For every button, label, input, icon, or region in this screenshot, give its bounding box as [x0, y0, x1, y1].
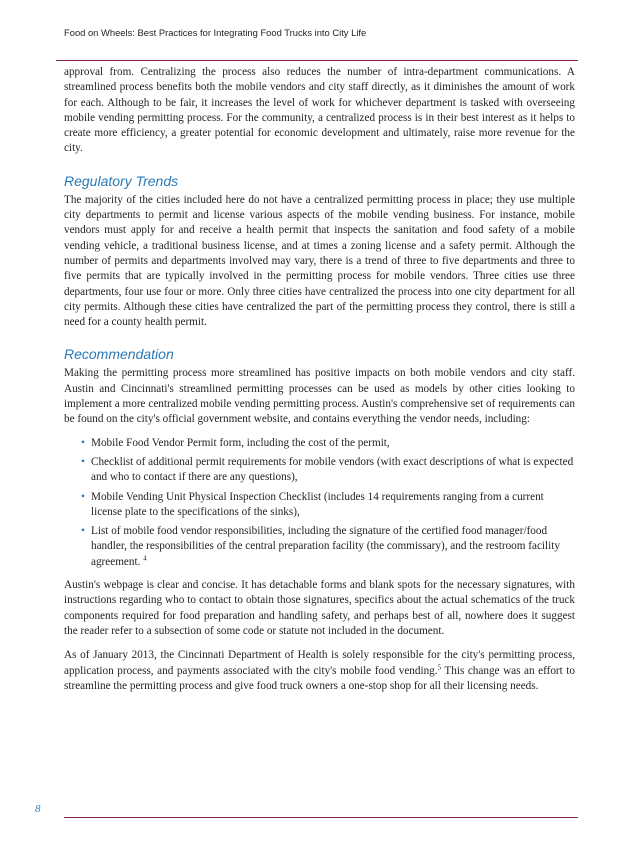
list-item-text: Checklist of additional permit requirements for mobile vendors (with exact descriptions of what is expected and who to contact if there are any questions), [91, 455, 574, 484]
list-item [81, 524, 575, 570]
bullet-icon: • [81, 455, 85, 468]
list-item [81, 490, 575, 521]
list-item-text: Mobile Vending Unit Physical Inspection Checklist (includes 14 requirements ranging from a current license plate to the specifications of the sinks), [91, 490, 544, 518]
requirements-list [64, 436, 575, 570]
regulatory-trends-paragraph: The majority of the cities included here do not have a centralized permitting process in place; they use multiple city departments to permit and license various aspects of the mobile vending business. For instance, mobile vendors must apply for and receive a health permit that inspects the sanitation and food safety of a mobile vending vehicle, a traditional business license, and at times a zoning license and a safety permit. Although the number of permits and departments involved may vary, there is a trend of three to five departments and three to five permits that are typically involved in the permitting process for mobile vendors. Three cities use three departments, four use four or more. Only three cities have centralized the process into one city department for all city permits. Although these cities have centralized the part of the permitting process they control, there is still a need for a county health permit. [64, 193, 575, 329]
heading-regulatory-trends: Regulatory Trends [64, 172, 179, 189]
footnote-marker-5: 5 [437, 662, 442, 671]
footnote-marker-4: 4 [143, 553, 147, 562]
austin-paragraph: Austin's webpage is clear and concise. It has detachable forms and blank spots for the necessary signatures, with instructions regarding who to contact to obtain those signatures, specifics about the actual schematics of the truck components required for food preparation and handling safety, and perhaps best of all, nowhere does it suggest the reader refer to a subsection of some code or statute not included in the document. [64, 579, 575, 637]
page-number: 8 [35, 803, 41, 815]
cincinnati-paragraph [64, 648, 575, 694]
cincinnati-text-b: This change was an effort to streamline the permitting process and give food truck owners a one-stop shop for all their licensing needs. [64, 664, 575, 692]
list-item-text: Mobile Food Vendor Permit form, including the cost of the permit, [91, 436, 390, 449]
heading-recommendation: Recommendation [64, 346, 174, 363]
header-rule [56, 60, 578, 61]
footer-rule [64, 817, 578, 818]
document-body [64, 65, 575, 694]
running-header: Food on Wheels: Best Practices for Integrating Food Trucks into City Life [64, 27, 367, 38]
recommendation-paragraph: Making the permitting process more streamlined has positive impacts on both mobile vendors and city staff. Austin and Cincinnati's streamlined permitting processes can be used as models by other cities looking to implement a more centralized mobile vending permitting process. Austin's comprehensive set of requirements can be found on the city's official government website, and contains everything the vendor needs, including: [64, 367, 575, 426]
cincinnati-text-a: As of January 2013, the Cincinnati Department of Health is solely responsible for the city's permitting process, application process, and payments associated with the city's mobile food vending. [64, 649, 575, 677]
list-item [81, 455, 575, 486]
list-item [81, 436, 575, 451]
bullet-icon: • [81, 525, 85, 538]
intro-paragraph: approval from. Centralizing the process also reduces the number of intra-department communications. A streamlined process benefits both the mobile vendors and city staff directly, as it diminishes the amount of work for each. Although to be fair, it increases the level of work for whichever department is tasked with overseeing mobile vending permitting process. For the community, a centralized process is in their best interest as it helps to create more efficiency, a greater potential for economic development and ultimately, raise more revenue for the city. [64, 66, 575, 155]
bullet-icon: • [81, 490, 85, 503]
bullet-icon: • [81, 436, 85, 449]
list-item-text: List of mobile food vendor responsibilities, including the signature of the certified food manager/food handler, the responsibilities of the central preparation facility (the commissary), and the restroom facility agreement. [91, 525, 560, 568]
